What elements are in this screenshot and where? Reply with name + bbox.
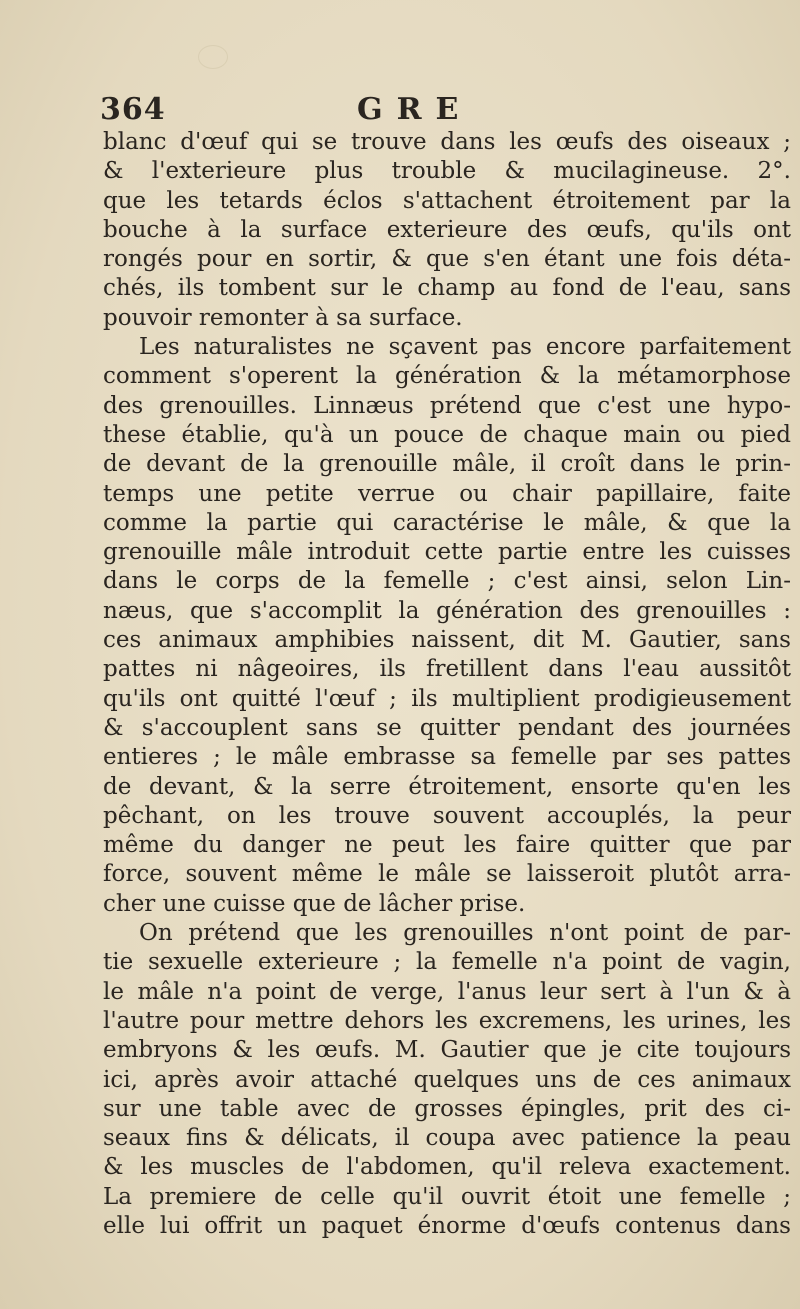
text-line: ici, après avoir attaché quelques uns de ces animaux (103, 1066, 791, 1093)
page-number: 364 (100, 92, 166, 127)
text-line: entieres ; le mâle embrasse sa femelle par ses pattes (103, 744, 791, 771)
text-line: bouche à la surface exterieure des œufs, qu'ils ont (103, 216, 791, 243)
text-line: grenouille mâle introduit cette partie entre les cuisses (103, 539, 791, 566)
paper-smudge (198, 45, 228, 69)
text-line: & les muscles de l'abdomen, qu'il releva exactement. (103, 1154, 791, 1181)
text-line: chés, ils tombent sur le champ au fond de l'eau, sans (103, 275, 791, 302)
text-line: rongés pour en sortir, & que s'en étant une fois déta- (103, 246, 791, 273)
text-line: pouvoir remonter à sa surface. (103, 304, 463, 331)
text-line: temps une petite verrue ou chair papillaire, faite (103, 480, 791, 507)
text-line: de devant de la grenouille mâle, il croît dans le prin- (103, 451, 791, 478)
text-line: dans le corps de la femelle ; c'est ainsi, selon Lin- (103, 568, 791, 595)
text-line: de devant, & la serre étroitement, ensorte qu'en les (103, 773, 791, 800)
text-line: & l'exterieure plus trouble & mucilagineuse. 2°. (103, 158, 791, 185)
text-line: que les tetards éclos s'attachent étroitement par la (103, 187, 791, 214)
text-line: elle lui offrit un paquet énorme d'œufs contenus dans (103, 1212, 791, 1239)
text-line: même du danger ne peut les faire quitter que par (103, 832, 791, 859)
body-text (103, 128, 791, 1241)
text-line: qu'ils ont quitté l'œuf ; ils multiplient prodigieusement (103, 685, 791, 712)
text-line: force, souvent même le mâle se laisseroit plutôt arra- (103, 861, 791, 888)
text-line: tie sexuelle exterieure ; la femelle n'a point de vagin, (103, 949, 791, 976)
text-line: des grenouilles. Linnæus prétend que c'est une hypo- (103, 392, 791, 419)
text-line: On prétend que les grenouilles n'ont point de par- (139, 920, 791, 947)
text-line: comme la partie qui caractérise le mâle, & que la (103, 509, 791, 536)
running-head: GRE (357, 92, 473, 127)
text-line: pêchant, on les trouve souvent accouplés, la peur (103, 802, 791, 829)
text-line: Les naturalistes ne sçavent pas encore parfaitement (139, 334, 791, 361)
text-line: ces animaux amphibies naissent, dit M. Gautier, sans (103, 627, 791, 654)
text-line: embryons & les œufs. M. Gautier que je cite toujours (103, 1037, 791, 1064)
text-line: næus, que s'accomplit la génération des grenouilles : (103, 597, 791, 624)
text-line: pattes ni nâgeoires, ils fretillent dans l'eau aussitôt (103, 656, 791, 683)
text-line: comment s'operent la génération & la métamorphose (103, 363, 791, 390)
text-line: La premiere de celle qu'il ouvrit étoit une femelle ; (103, 1183, 791, 1210)
page-header (100, 92, 790, 132)
text-line: & s'accouplent sans se quitter pendant des journées (103, 714, 791, 741)
text-line: le mâle n'a point de verge, l'anus leur sert à l'un & à (103, 978, 791, 1005)
text-line: l'autre pour mettre dehors les excremens, les urines, les (103, 1007, 791, 1034)
text-line: these établie, qu'à un pouce de chaque main ou pied (103, 421, 791, 448)
text-line: blanc d'œuf qui se trouve dans les œufs des oiseaux ; (103, 129, 791, 155)
text-line: cher une cuisse que de lâcher prise. (103, 890, 526, 917)
text-line: seaux fins & délicats, il coupa avec patience la peau (103, 1125, 791, 1152)
text-line: sur une table avec de grosses épingles, prit des ci- (103, 1095, 791, 1122)
